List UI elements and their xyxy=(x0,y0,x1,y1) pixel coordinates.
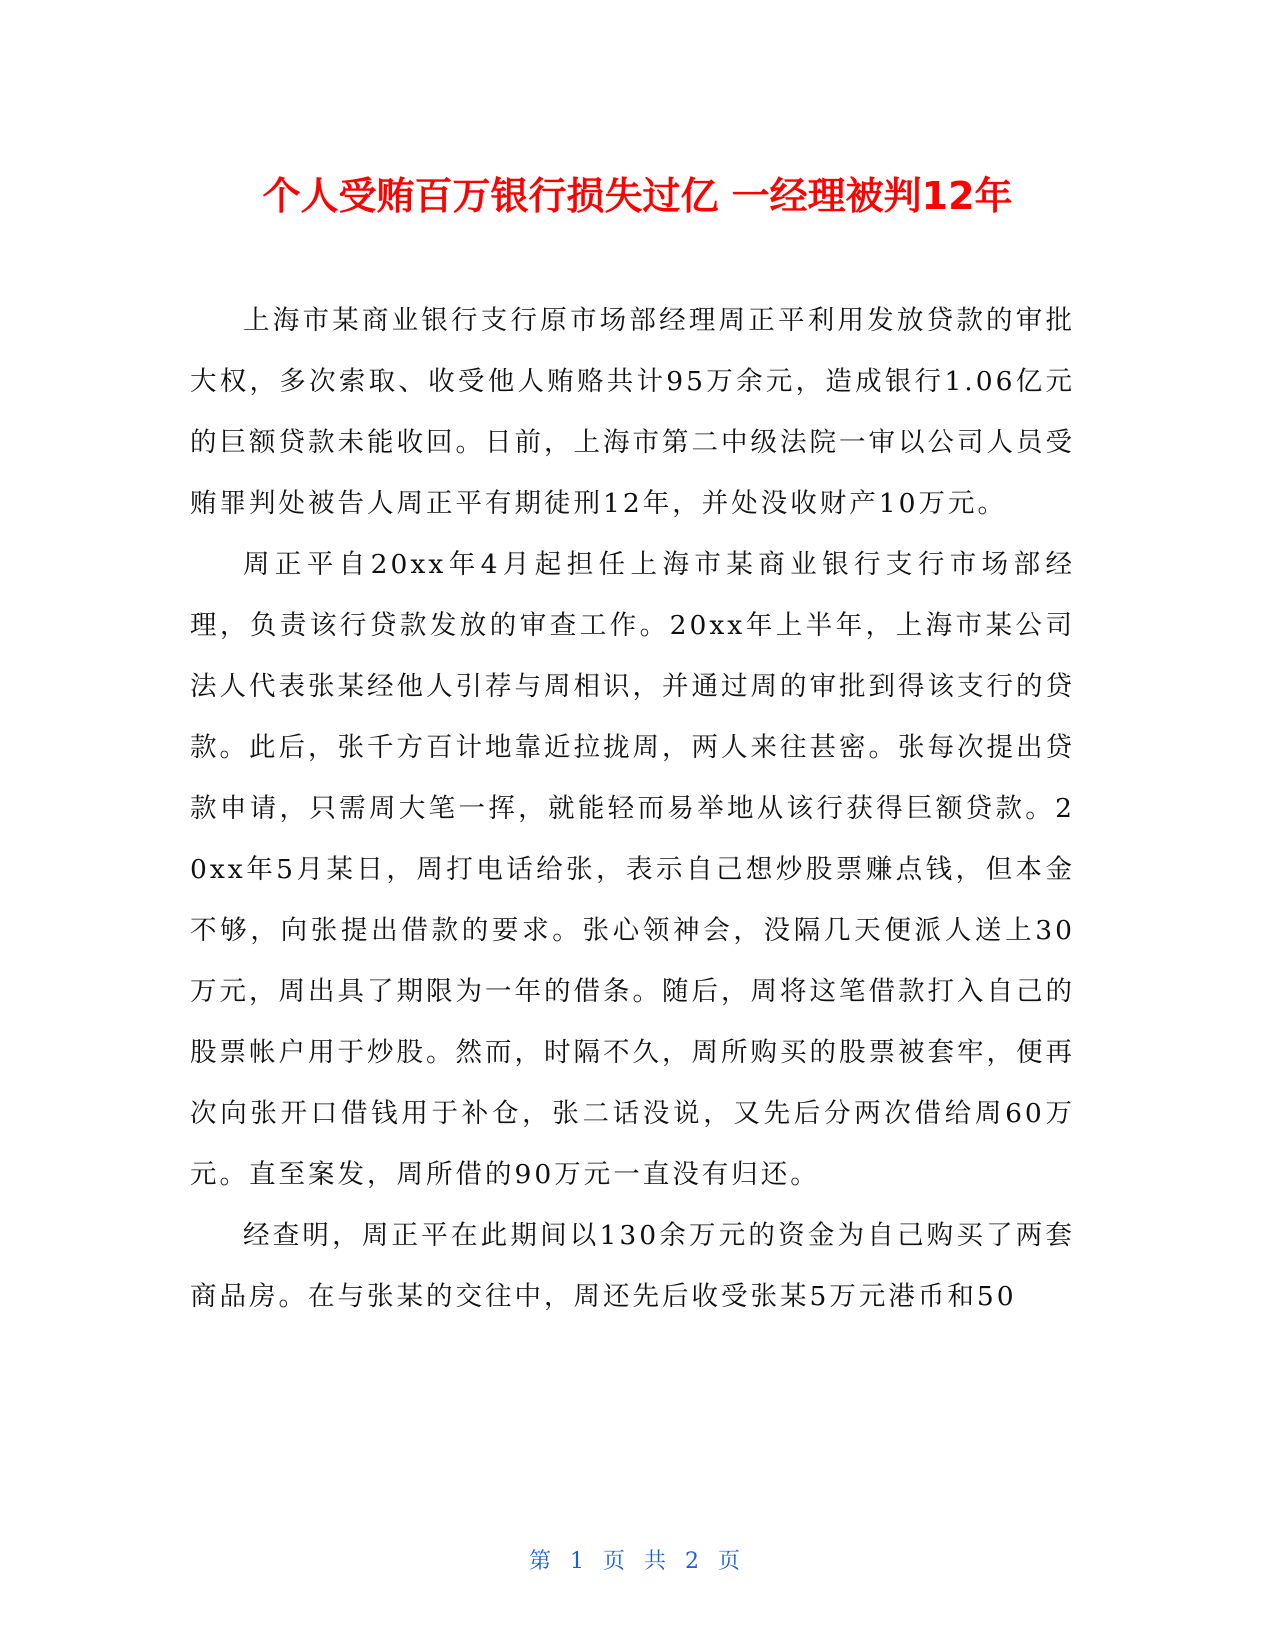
page-footer-indicator: 第 1 页 共 2 页 xyxy=(529,1549,746,1574)
article-body xyxy=(190,290,1075,1327)
paragraph-1: 上海市某商业银行支行原市场部经理周正平利用发放贷款的审批大权，多次索取、收受他人贿赂共计95万余元，造成银行1.06亿元的巨额贷款未能收回。日前，上海市第二中级法院一审以公司人员受贿罪判处被告人周正平有期徒刑12年，并处没收财产10万元。 xyxy=(190,305,1075,519)
paragraph-3: 经查明，周正平在此期间以130余万元的资金为自己购买了两套商品房。在与张某的交往中，周还先后收受张某5万元港币和50 xyxy=(190,1220,1075,1312)
paragraph-2: 周正平自20xx年4月起担任上海市某商业银行支行市场部经理，负责该行贷款发放的审查工作。20xx年上半年，上海市某公司法人代表张某经他人引荐与周相识，并通过周的审批到得该支行的贷款。此后，张千方百计地靠近拉拢周，两人来往甚密。张每次提出贷款申请，只需周大笔一挥，就能轻而易举地从该行获得巨额贷款。20xx年5月某日，周打电话给张，表示自己想炒股票赚点钱，但本金不够，向张提出借款的要求。张心领神会，没隔几天便派人送上30万元，周出具了期限为一年的借条。随后，周将这笔借款打入自己的股票帐户用于炒股。然而，时隔不久，周所购买的股票被套牢，便再次向张开口借钱用于补仓，张二话没说，又先后分两次借给周60万元。直至案发，周所借的90万元一直没有归还。 xyxy=(190,549,1075,1190)
page-title: 个人受贿百万银行损失过亿 一经理被判12年 xyxy=(262,174,1013,218)
